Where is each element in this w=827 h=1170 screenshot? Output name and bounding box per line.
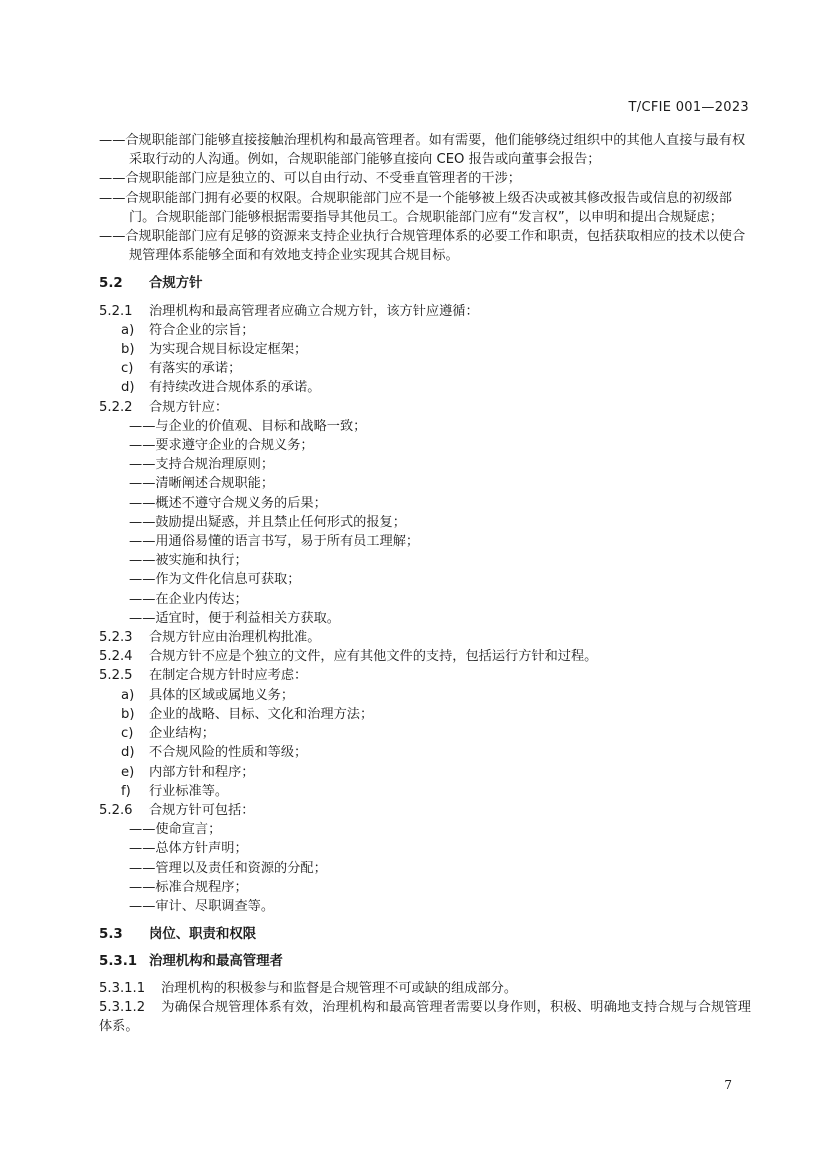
- section-heading-5-3: [99, 925, 751, 944]
- list-item: [99, 705, 751, 724]
- list-item: [99, 340, 751, 359]
- list-item: ——用通俗易懂的语言书写，易于所有员工理解；: [129, 534, 420, 550]
- list-item: ——审计、尽职调查等。: [129, 898, 275, 914]
- clause-5-2-1: [99, 302, 751, 321]
- heading-number: 5.3.1: [99, 954, 138, 970]
- item-text: 行业标准等。: [149, 783, 229, 799]
- clause-5-2-5: [99, 666, 751, 685]
- heading-text: 合规方针: [149, 276, 203, 292]
- list-item: ——适宜时，便于利益相关方获取。: [129, 610, 340, 626]
- item-text: 不合规风险的性质和等级；: [149, 745, 308, 761]
- list-item: [99, 686, 751, 705]
- list-item: ——标准合规程序；: [129, 879, 248, 895]
- clause-5-2-3: [99, 628, 751, 647]
- list-item: [99, 321, 751, 340]
- subsection-heading-5-3-1: [99, 952, 751, 971]
- list-item: ——在企业内传达；: [129, 591, 248, 607]
- heading-text: 治理机构和最高管理者: [149, 954, 283, 970]
- list-item: [99, 743, 751, 762]
- clause-number: 5.3.1.2: [99, 999, 146, 1015]
- list-item: ——合规职能部门应是独立的、可以自由行动、不受垂直管理者的干涉；: [99, 171, 521, 187]
- item-text: 企业结构；: [149, 726, 215, 742]
- clause-text: 在制定合规方针时应考虑：: [149, 668, 308, 684]
- item-label: c): [121, 726, 134, 742]
- clause-number: 5.2.5: [99, 668, 133, 684]
- heading-number: 5.2: [99, 276, 123, 292]
- list-item: ——概述不遵守合规义务的后果；: [129, 495, 327, 511]
- item-label: a): [121, 687, 135, 703]
- item-text: 符合企业的宗旨；: [149, 322, 255, 338]
- list-item: ——作为文件化信息可获取；: [129, 572, 301, 588]
- clause-5-3-1-2: [99, 998, 751, 1036]
- body-text: [99, 131, 751, 1036]
- standard-code: T/CFIE 001—2023: [628, 100, 749, 115]
- clause-5-2-2: [99, 398, 751, 417]
- list-item: ——管理以及责任和资源的分配；: [129, 860, 327, 876]
- clause-text: 合规方针应：: [149, 399, 229, 415]
- clause-text: 合规方针可包括：: [149, 802, 255, 818]
- item-text: 有持续改进合规体系的承诺。: [149, 380, 321, 396]
- clause-text: 为确保合规管理体系有效，治理机构和最高管理者需要以身作则，积极、明确地支持合规与合规管理体系。: [99, 999, 751, 1034]
- list-item: ——清晰阐述合规职能；: [129, 476, 275, 492]
- clause-5-2-6: [99, 801, 751, 820]
- clause-number: 5.2.2: [99, 399, 133, 415]
- clause-number: 5.2.3: [99, 630, 133, 646]
- list-item: [99, 359, 751, 378]
- list-item: ——合规职能部门应有足够的资源来支持企业执行合规管理体系的必要工作和职责，包括获取相应的技术以使合规管理体系能够全面和有效地支持企业实现其合规目标。: [99, 229, 746, 264]
- clause-number: 5.3.1.1: [99, 980, 146, 996]
- list-item: [99, 782, 751, 801]
- list-item: ——总体方针声明；: [129, 841, 248, 857]
- item-text: 有落实的承诺；: [149, 361, 242, 377]
- item-label: f): [121, 783, 131, 799]
- section-heading-5-2: [99, 274, 751, 293]
- list-item: [99, 724, 751, 743]
- item-text: 内部方针和程序；: [149, 764, 255, 780]
- item-label: c): [121, 361, 134, 377]
- item-label: e): [121, 764, 135, 780]
- item-text: 为实现合规目标设定框架；: [149, 342, 308, 358]
- item-label: d): [121, 380, 135, 396]
- list-item: ——与企业的价值观、目标和战略一致；: [129, 418, 367, 434]
- list-item: ——被实施和执行；: [129, 553, 248, 569]
- item-text: 企业的战略、目标、文化和治理方法；: [149, 706, 374, 722]
- list-item: [99, 763, 751, 782]
- list-item: [99, 378, 751, 397]
- heading-number: 5.3: [99, 927, 123, 943]
- page-number: 7: [724, 1078, 732, 1092]
- list-item: ——要求遵守企业的合规义务；: [129, 438, 314, 454]
- clause-number: 5.2.6: [99, 802, 133, 818]
- clause-5-2-4: [99, 647, 751, 666]
- list-item: ——合规职能部门拥有必要的权限。合规职能部门应不是一个能够被上级否决或被其修改报告或信息的初级部门。合规职能部门能够根据需要指导其他员工。合规职能部门应有“发言权”，以申明和提出合规疑虑；: [99, 190, 732, 225]
- heading-text: 岗位、职责和权限: [149, 927, 257, 943]
- clause-number: 5.2.4: [99, 649, 133, 665]
- clause-text: 合规方针不应是个独立的文件，应有其他文件的支持，包括运行方针和过程。: [149, 649, 598, 665]
- clause-text: 合规方针应由治理机构批准。: [149, 630, 321, 646]
- item-label: d): [121, 745, 135, 761]
- list-item: ——合规职能部门能够直接接触治理机构和最高管理者。如有需要，他们能够绕过组织中的其他人直接与最有权采取行动的人沟通。例如，合规职能部门能够直接向 CEO 报告或向董事会报告；: [99, 133, 746, 168]
- clause-number: 5.2.1: [99, 303, 133, 319]
- item-label: b): [121, 706, 135, 722]
- list-item: ——使命宣言；: [129, 822, 222, 838]
- list-item: ——鼓励提出疑惑，并且禁止任何形式的报复；: [129, 514, 406, 530]
- clause-text: 治理机构和最高管理者应确立合规方针，该方针应遵循：: [149, 303, 479, 319]
- list-item: ——支持合规治理原则；: [129, 457, 275, 473]
- clause-text: 治理机构的积极参与和监督是合规管理不可或缺的组成部分。: [161, 980, 518, 996]
- item-label: b): [121, 342, 135, 358]
- item-label: a): [121, 322, 135, 338]
- clause-5-3-1-1: [99, 979, 751, 998]
- item-text: 具体的区域或属地义务；: [149, 687, 295, 703]
